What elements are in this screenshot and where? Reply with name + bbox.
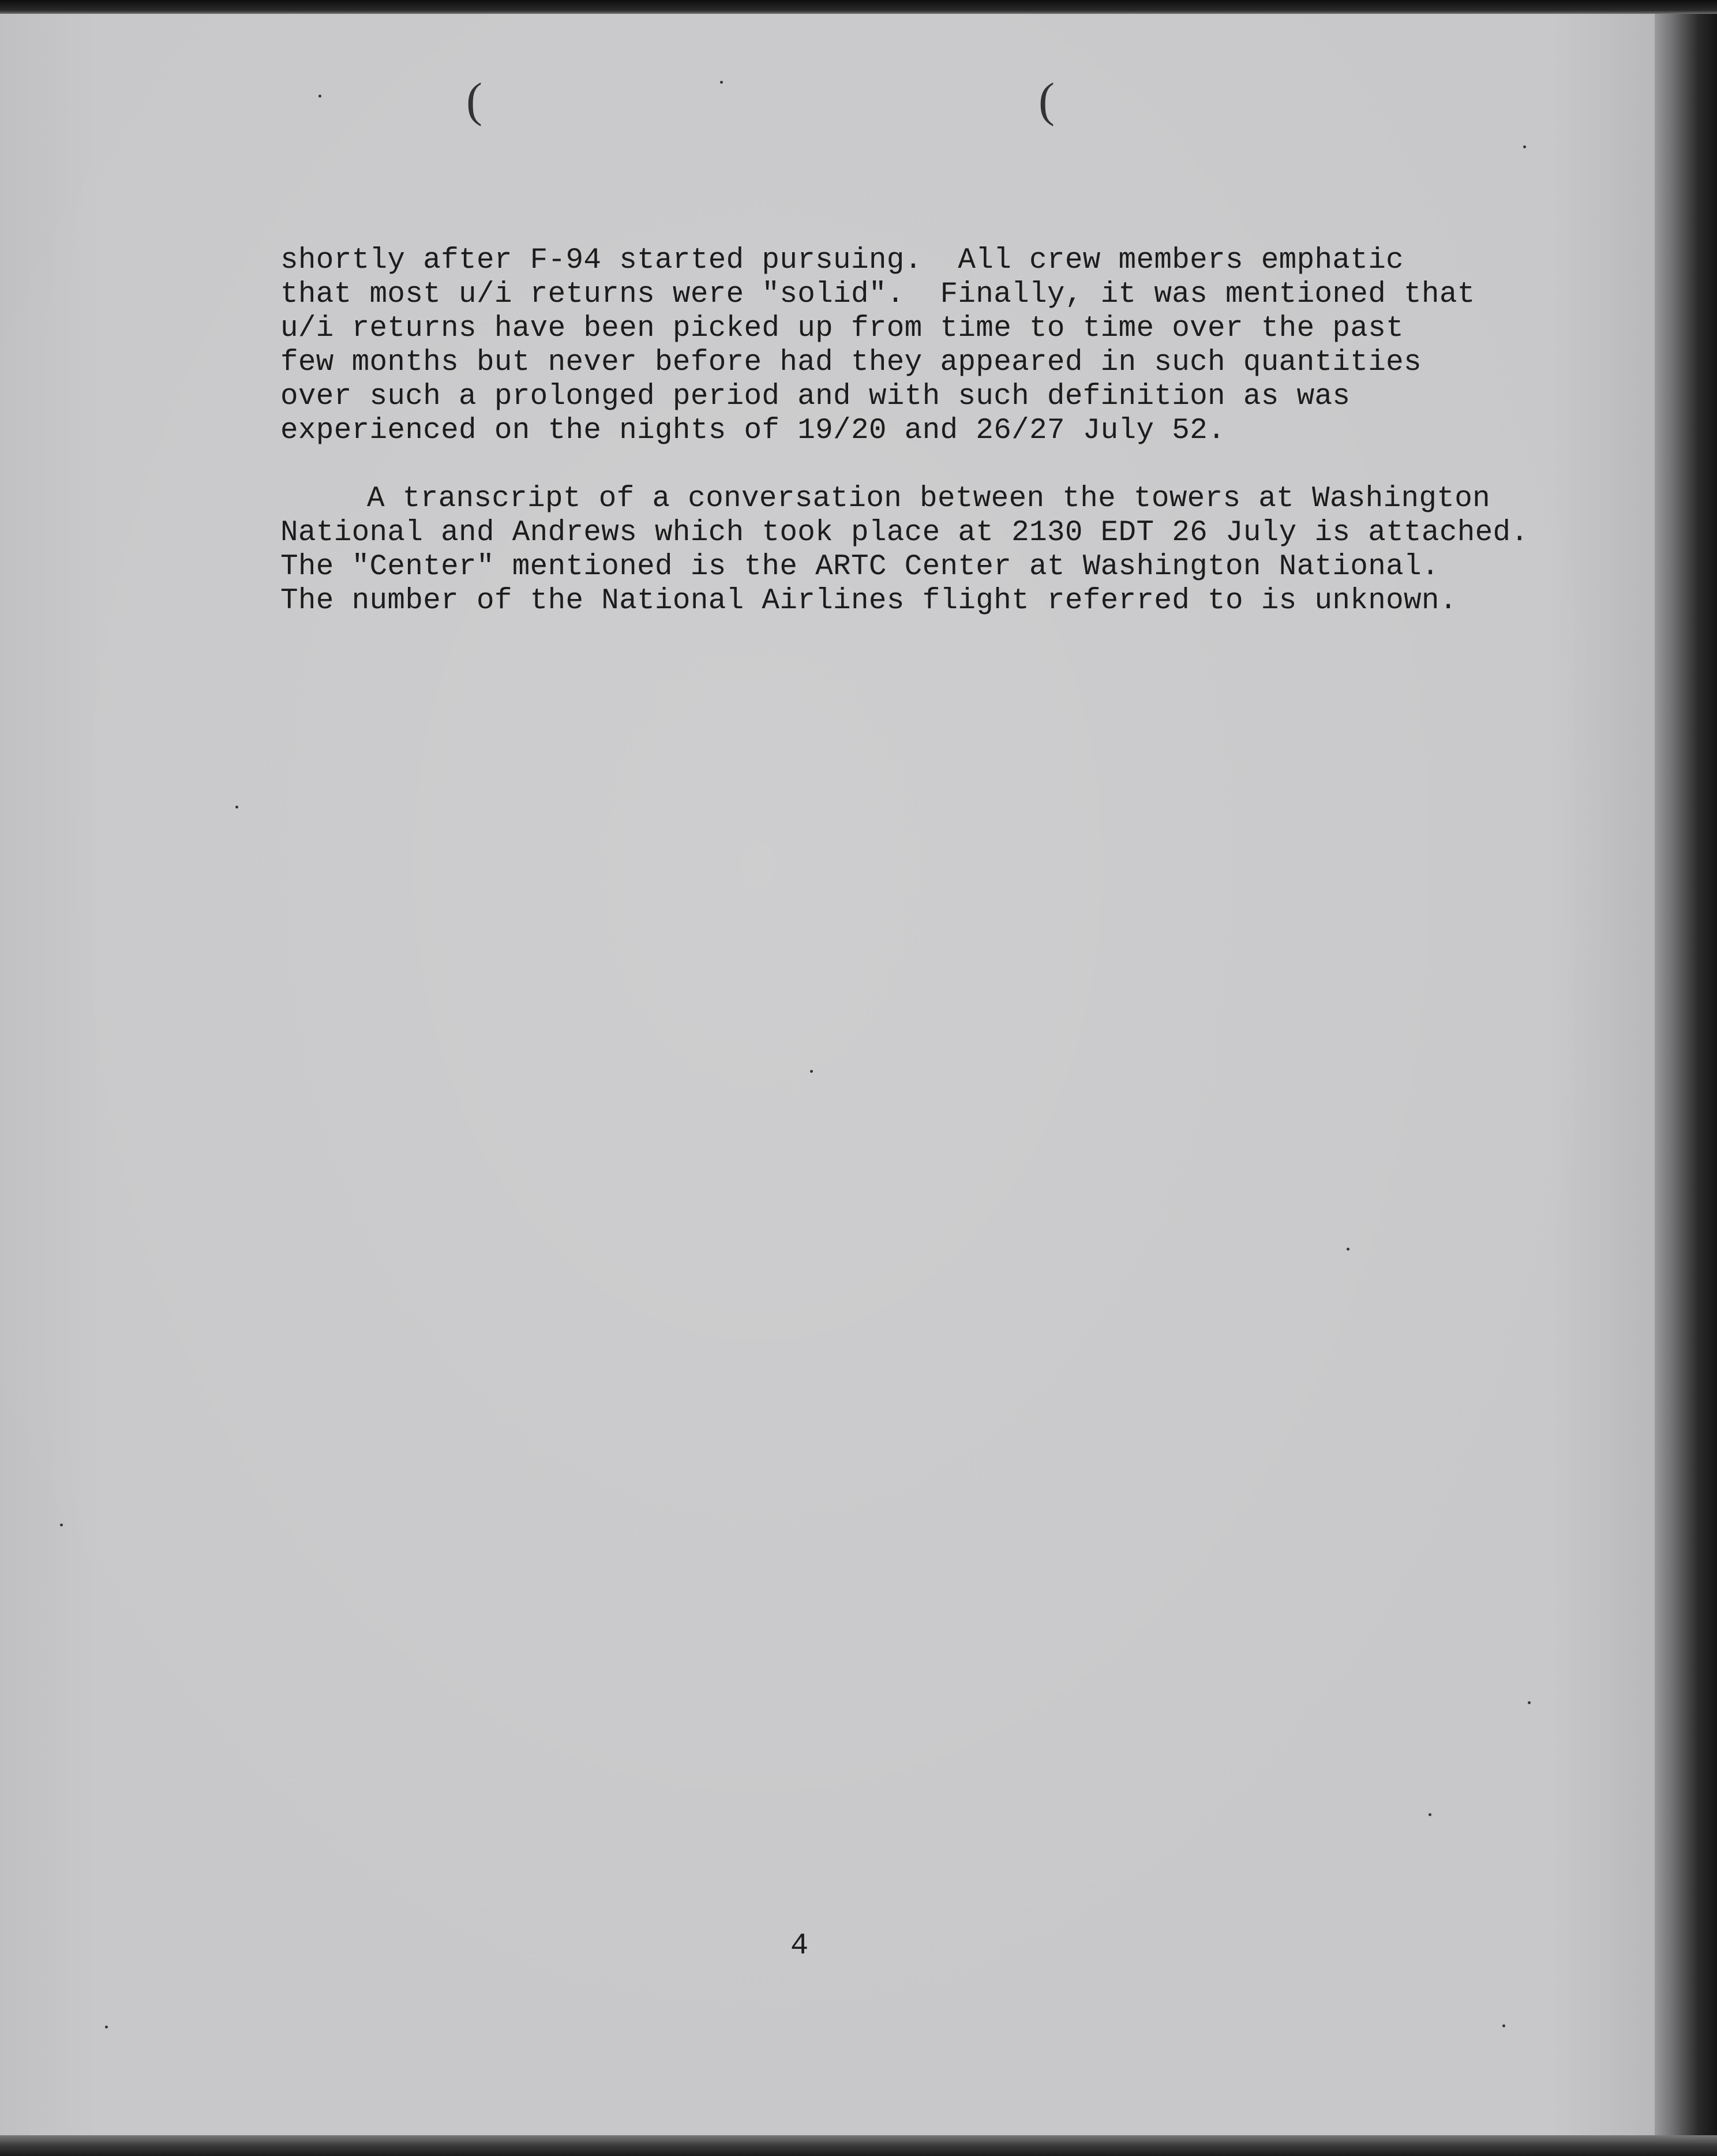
text-line: The "Center" mentioned is the ARTC Center at Washington National. (280, 551, 1439, 583)
scan-speck (1429, 1813, 1431, 1816)
document-body (280, 244, 1584, 652)
scan-speck (60, 1524, 63, 1526)
scan-speck (235, 806, 238, 808)
text-line: few months but never before had they appeared in such quantities (280, 346, 1422, 379)
scan-speck (1528, 1701, 1531, 1704)
text-line: experienced on the nights of 19/20 and 26/27 July 52. (280, 414, 1225, 447)
page-number: 4 (790, 1929, 809, 1963)
scan-speck (318, 95, 321, 98)
text-line: A transcript of a conversation between the towers at Washington (367, 482, 1491, 515)
punch-mark-left: ( (466, 73, 482, 127)
text-line: over such a prolonged period and with such definition as was (280, 380, 1351, 413)
text-line: National and Andrews which took place at 2130 EDT 26 July is attached. (280, 516, 1529, 549)
paragraph-continuation (280, 244, 1584, 448)
scan-top-border (0, 0, 1717, 15)
text-line: u/i returns have been picked up from time to time over the past (280, 312, 1404, 345)
text-line: shortly after F-94 started pursuing. All crew members emphatic (280, 244, 1404, 277)
paragraph-transcript-note (280, 482, 1584, 618)
scan-speck (1502, 2024, 1505, 2027)
punch-mark-right: ( (1039, 73, 1055, 127)
scan-speck (105, 2026, 108, 2028)
scan-speck (1523, 145, 1526, 148)
text-line: The number of the National Airlines flight referred to is unknown. (280, 585, 1457, 617)
text-line: that most u/i returns were "solid". Finally, it was mentioned that (280, 278, 1475, 311)
scan-speck (1347, 1248, 1349, 1251)
scan-speck (720, 81, 723, 84)
scan-speck (810, 1070, 813, 1073)
scan-right-border (1655, 14, 1717, 2156)
document-page (0, 14, 1685, 2143)
scan-bottom-border (0, 2135, 1717, 2156)
